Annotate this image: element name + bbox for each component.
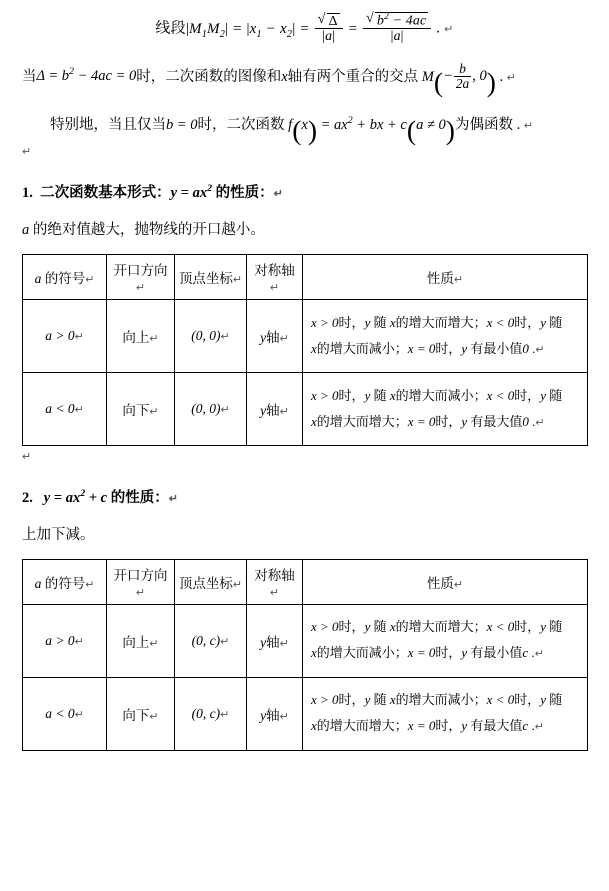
cell-axis: y轴↵ — [247, 604, 303, 677]
cell-vertex: (0, c)↵ — [175, 604, 247, 677]
header-vertex: 顶点坐标↵ — [175, 559, 247, 604]
header-a-sign: a 的符号↵ — [23, 255, 107, 300]
header-axis: 对称轴↵ — [247, 559, 303, 604]
cell-direction: 向下↵ — [107, 677, 175, 750]
cell-vertex: (0, 0)↵ — [175, 300, 247, 373]
table-row — [23, 677, 588, 750]
cell-direction: 向上↵ — [107, 300, 175, 373]
formula-expression: $|M_1M_2| = |x_1 - x_2|$ = √ $\frac{\Delta}{|a|}$ = √ $\frac{b^2 - 4ac}{|a|}$ — [186, 21, 432, 37]
cell-vertex: (0, 0)↵ — [175, 373, 247, 446]
cell-vertex: (0, c)↵ — [175, 677, 247, 750]
pilcrow-mark: ↵ — [22, 451, 32, 464]
paragraph-even-function: 特别地，当且仅当b = 0时，二次函数 $f(x) = ax^2$ + bx + c(a ≠ 0)为偶函数 . ↵ — [50, 114, 534, 146]
table-row — [23, 604, 588, 677]
cell-axis: y轴↵ — [247, 300, 303, 373]
pilcrow-mark: ↵ — [506, 71, 516, 84]
pilcrow-mark: ↵ — [22, 146, 32, 159]
section-2-title: $y = ax^2 + c$ 的性质： — [43, 488, 169, 506]
section-1-title: 二次函数基本形式：$y = ax^2$ 的性质： — [36, 183, 274, 202]
table-header-row — [23, 559, 588, 604]
section-1-heading — [0, 175, 609, 208]
cell-property: x > 0时，y 随 x的增大而增大；x < 0时，y 随 x的增大而减小；x = 0时，y 有最小值0 .↵ — [303, 300, 588, 373]
cell-a-sign: a < 0↵ — [23, 373, 107, 446]
blank-line-2 — [0, 446, 609, 468]
pilcrow-mark: ↵ — [523, 120, 534, 133]
cell-a-sign: a > 0↵ — [23, 300, 107, 373]
formula-label: 线段 — [155, 20, 186, 37]
cell-property: x > 0时，y 随 x的增大而减小；x < 0时，y 随 x的增大而增大；x = 0时，y 有最大值c .↵ — [303, 677, 588, 750]
cell-a-sign: a > 0↵ — [23, 604, 107, 677]
header-direction: 开口方向↵ — [107, 559, 175, 604]
header-direction: 开口方向↵ — [107, 255, 175, 300]
cell-axis: y轴↵ — [247, 373, 303, 446]
section-2-note: 上加下减。 — [22, 526, 95, 543]
cell-a-sign: a < 0↵ — [23, 677, 107, 750]
cell-direction: 向上↵ — [107, 604, 175, 677]
header-property: 性质↵ — [303, 559, 588, 604]
header-property: 性质↵ — [303, 255, 588, 300]
formula-line: 线段$|M_1M_2| = |x_1 - x_2|$ = √ $\frac{\Delta}{|a|}$ = √ $\frac{b^2 - 4ac}{|a|}$ . ↵ — [0, 0, 609, 44]
paragraph-delta-zero: 当$\Delta = b^2 - 4ac = 0$时，二次函数的图像和x轴有两个重合的交点 M(− $\frac{b}{2a}$ , 0) . ↵ — [22, 60, 516, 97]
cell-axis: y轴↵ — [247, 677, 303, 750]
cell-direction: 向下↵ — [107, 373, 175, 446]
section-2-heading — [0, 480, 609, 513]
table-row — [23, 300, 588, 373]
table-header-row — [23, 255, 588, 300]
header-a-sign: a 的符号↵ — [23, 559, 107, 604]
section-1-number: 1. — [22, 185, 33, 202]
pilcrow-mark: ↵ — [444, 23, 454, 36]
table-section-1 — [22, 254, 588, 446]
cell-property: x > 0时，y 随 x的增大而减小；x < 0时，y 随 x的增大而增大；x = 0时，y 有最大值0 .↵ — [303, 373, 588, 446]
header-axis: 对称轴↵ — [247, 255, 303, 300]
section-2-number: 2. — [22, 489, 33, 506]
pilcrow-mark: ↵ — [168, 492, 178, 505]
pilcrow-mark: ↵ — [273, 188, 283, 201]
section-1-note: a 的绝对值越大，抛物线的开口越小。 — [22, 222, 265, 239]
table-section-2 — [22, 559, 588, 751]
header-vertex: 顶点坐标↵ — [175, 255, 247, 300]
blank-line-1 — [0, 141, 609, 163]
cell-property: x > 0时，y 随 x的增大而增大；x < 0时，y 随 x的增大而减小；x = 0时，y 有最小值c .↵ — [303, 604, 588, 677]
table-row — [23, 373, 588, 446]
